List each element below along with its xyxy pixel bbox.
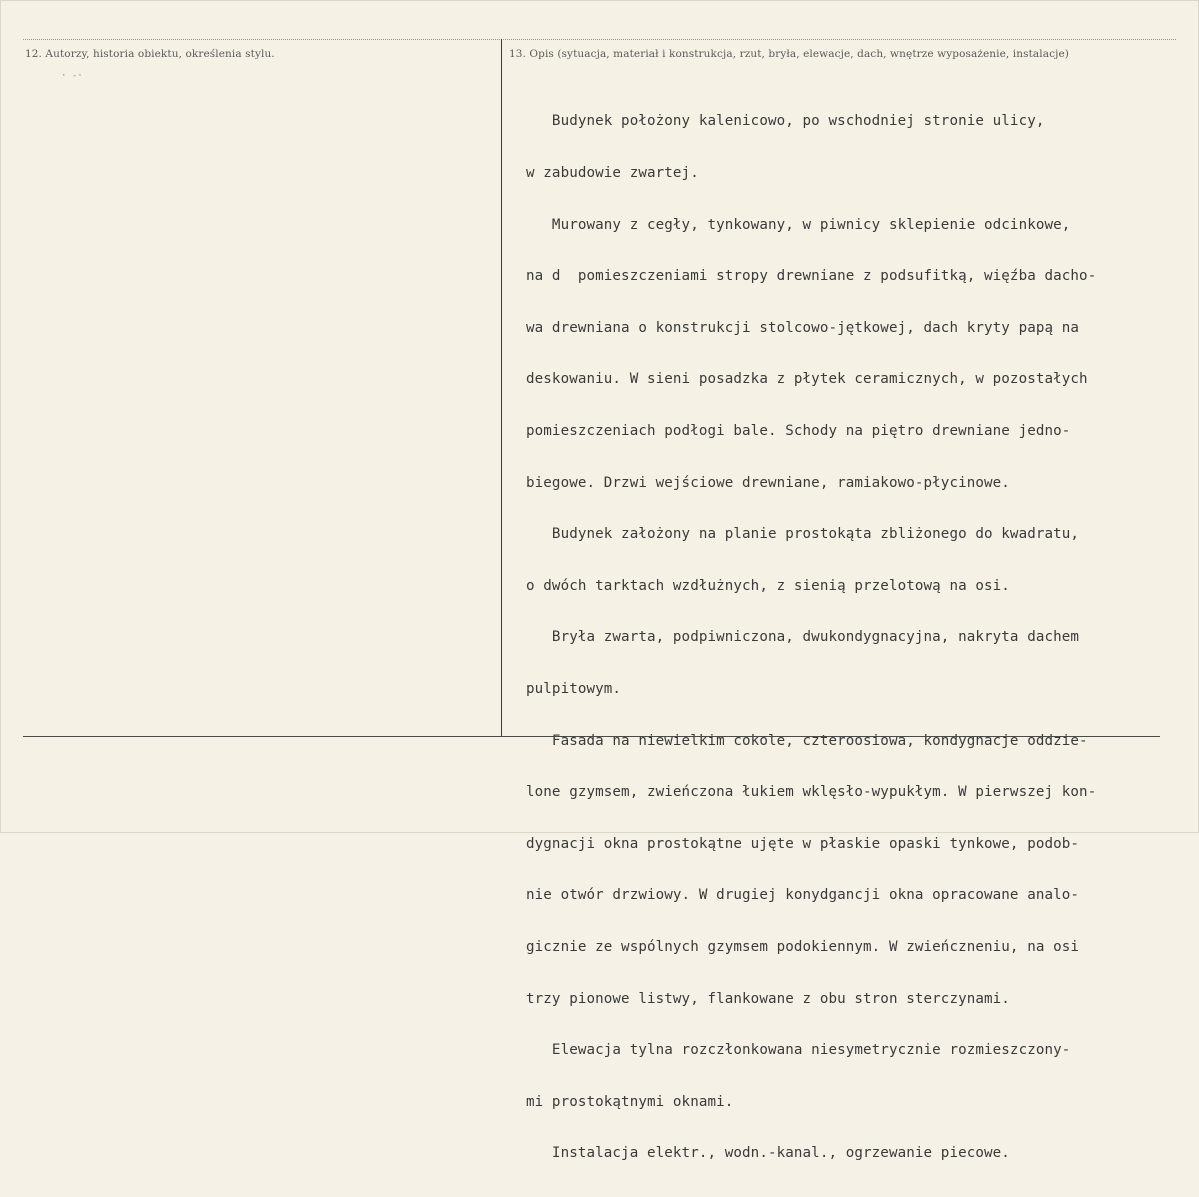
top-dotted-rule xyxy=(23,39,1176,40)
typed-line: Murowany z cegły, tynkowany, w piwnicy sklepienie odcinkowe, xyxy=(526,216,1071,233)
typed-line: Instalacja elektr., wodn.-kanal., ogrzewanie piecowe. xyxy=(526,1145,1010,1162)
typed-line: w zabudowie zwartej. xyxy=(526,165,699,181)
typed-line: deskowaniu. W sieni posadzka z płytek ceramicznych, w pozostałych xyxy=(526,371,1088,388)
typed-line: trzy pionowe listwy, flankowane z obu stron sterczynami. xyxy=(526,990,1010,1007)
bottom-rule xyxy=(23,736,1160,737)
stray-ink-mark: · -· xyxy=(61,71,83,81)
typed-line: dygnacji okna prostokątne ujęte w płaskie opaski tynkowe, podob- xyxy=(526,835,1080,852)
typed-line: Budynek położony kalenicowo, po wschodniej stronie ulicy, xyxy=(526,113,1045,130)
typed-line: pulpitowym. xyxy=(526,680,622,697)
typed-line: lone gzymsem, zwieńczona łukiem wklęsło-wypukłym. W pierwszej kon- xyxy=(526,784,1097,801)
column-divider xyxy=(501,39,502,736)
typed-line: nie otwór drzwiowy. W drugiej konydgancji okna opracowane analo- xyxy=(526,887,1080,904)
typed-line: na d pomieszczeniami stropy drewniane z podsufitką, więźba dacho- xyxy=(526,268,1097,285)
section-12-label: 12. Autorzy, historia obiektu, określenia stylu. xyxy=(25,48,275,60)
typed-line: o dwóch tarktach wzdłużnych, z sienią przelotową na osi. xyxy=(526,577,1010,594)
typed-line: wa drewniana o konstrukcji stolcowo-jętkowej, dach kryty papą na xyxy=(526,319,1080,336)
section-13-typed-text xyxy=(526,79,1191,1197)
typed-line: Fasada na niewielkim cokole, czteroosiowa, kondygnacje oddzie- xyxy=(526,732,1088,749)
typed-line: Budynek założony na planie prostokąta zbliżonego do kwadratu, xyxy=(526,526,1080,543)
typed-line: mi prostokątnymi oknami. xyxy=(526,1093,734,1110)
typed-line: biegowe. Drzwi wejściowe drewniane, ramiakowo-płycinowe. xyxy=(526,474,1010,491)
typed-line: pomieszczeniach podłogi bale. Schody na piętro drewniane jedno- xyxy=(526,422,1071,439)
typed-line: Elewacja tylna rozczłonkowana niesymetrycznie rozmieszczony- xyxy=(526,1042,1071,1059)
typed-line: Bryła zwarta, podpiwniczona, dwukondygnacyjna, nakryta dachem xyxy=(526,629,1080,646)
section-13-label: 13. Opis (sytuacja, materiał i konstrukcja, rzut, bryła, elewacje, dach, wnętrze wyposażenie, instalacje) xyxy=(509,48,1069,60)
typed-line: gicznie ze wspólnych gzymsem podokiennym. W zwieńczneniu, na osi xyxy=(526,938,1080,955)
